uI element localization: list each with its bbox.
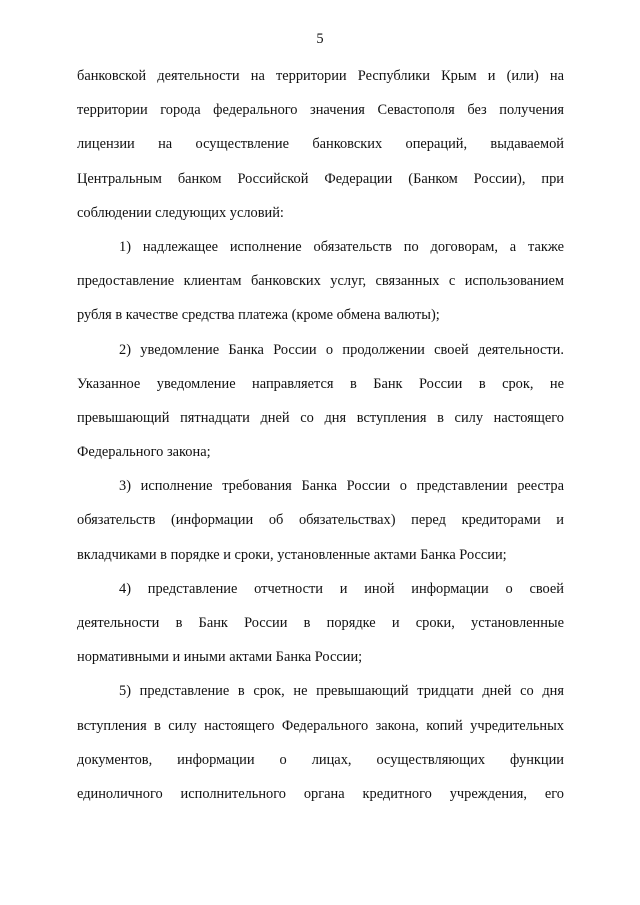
- text-line: документов, информации о лицах, осуществляющих функции: [77, 751, 564, 768]
- text-line: нормативными и иными актами Банка России;: [77, 649, 363, 666]
- text-line: 5) представление в срок, не превышающий тридцати дней со дня: [119, 683, 564, 700]
- text-line: Центральным банком Российской Федерации (Банком России), при: [77, 170, 564, 187]
- text-line: 4) представление отчетности и иной информации о своей: [119, 580, 564, 597]
- text-line: предоставление клиентам банковских услуг, связанных с использованием: [77, 273, 564, 290]
- text-line: Указанное уведомление направляется в Банк России в срок, не: [77, 375, 564, 392]
- text-line: 1) надлежащее исполнение обязательств по договорам, а также: [119, 238, 564, 255]
- text-line: банковской деятельности на территории Республики Крым и (или) на: [77, 68, 564, 84]
- document-body: [77, 66, 564, 818]
- text-line: вкладчиками в порядке и сроки, установленные актами Банка России;: [77, 546, 507, 563]
- text-line: превышающий пятнадцати дней со дня вступления в силу настоящего: [77, 409, 564, 426]
- page-number: 5: [316, 31, 324, 47]
- text-line: деятельности в Банк России в порядке и сроки, установленные: [77, 615, 564, 631]
- text-line: обязательств (информации об обязательствах) перед кредиторами и: [77, 512, 564, 529]
- text-line: вступления в силу настоящего Федерального закона, копий учредительных: [77, 717, 564, 734]
- text-line: Федерального закона;: [77, 444, 211, 461]
- text-line: территории города федерального значения Севастополя без получения: [77, 102, 564, 119]
- text-line: лицензии на осуществление банковских операций, выдаваемой: [77, 136, 564, 153]
- text-line: соблюдении следующих условий:: [77, 204, 284, 221]
- text-line: 2) уведомление Банка России о продолжении своей деятельности.: [119, 341, 564, 358]
- text-line: 3) исполнение требования Банка России о представлении реестра: [119, 478, 564, 495]
- text-line: единоличного исполнительного органа кредитного учреждения, его: [77, 785, 564, 802]
- text-line: рубля в качестве средства платежа (кроме обмена валюты);: [77, 307, 440, 324]
